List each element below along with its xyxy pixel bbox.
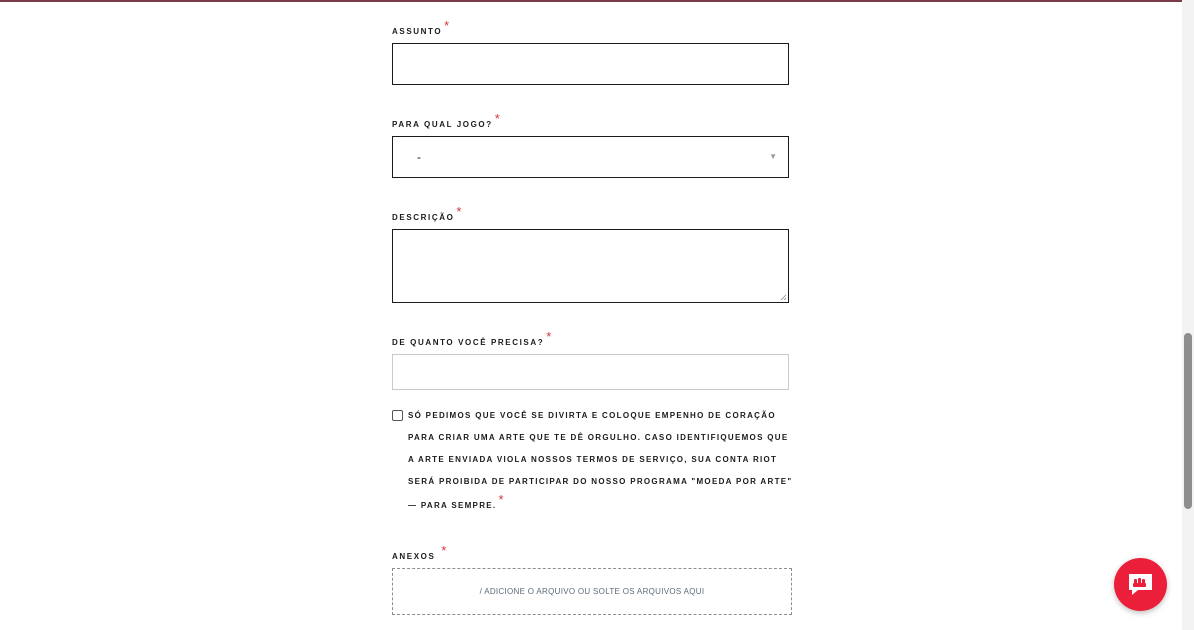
- page-scrollbar[interactable]: [1182, 0, 1194, 630]
- consent-line-last: — PARA SEMPRE. *: [408, 492, 504, 510]
- top-border: [0, 0, 1194, 2]
- game-label: PARA QUAL JOGO? *: [392, 111, 500, 129]
- consent-text: [408, 405, 798, 517]
- required-marker: *: [498, 492, 504, 507]
- consent-line: A ARTE ENVIADA VIOLA NOSSOS TERMOS DE SERVIÇO, SUA CONTA RIOT: [408, 455, 778, 464]
- description-label: DESCRIÇÃO *: [392, 204, 462, 222]
- description-textarea[interactable]: [392, 229, 789, 303]
- chat-support-icon: [1127, 571, 1154, 598]
- consent-line: SÓ PEDIMOS QUE VOCÊ SE DIVIRTA E COLOQUE EMPENHO DE CORAÇÃO: [408, 411, 776, 420]
- required-marker: *: [494, 111, 500, 126]
- required-marker: *: [444, 18, 450, 33]
- game-select-value: -: [417, 150, 421, 164]
- chevron-down-icon: ▼: [769, 152, 777, 161]
- amount-input[interactable]: [392, 354, 789, 390]
- file-dropzone[interactable]: / ADICIONE O ARQUIVO OU SOLTE OS ARQUIVOS AQUI: [392, 568, 792, 615]
- consent-line: PARA CRIAR UMA ARTE QUE TE DÊ ORGULHO. CASO IDENTIFIQUEMOS QUE: [408, 433, 789, 442]
- scrollbar-thumb[interactable]: [1184, 333, 1192, 509]
- subject-label: ASSUNTO *: [392, 18, 450, 36]
- subject-input[interactable]: [392, 43, 789, 85]
- required-marker: *: [456, 204, 462, 219]
- consent-line: SERÁ PROIBIDA DE PARTICIPAR DO NOSSO PROGRAMA "MOEDA POR ARTE": [408, 477, 793, 486]
- consent-checkbox[interactable]: [392, 410, 403, 421]
- required-marker: *: [546, 329, 552, 344]
- game-select[interactable]: [392, 136, 789, 178]
- amount-label: DE QUANTO VOCÊ PRECISA? *: [392, 329, 552, 347]
- resize-grip-icon[interactable]: [780, 294, 787, 301]
- chat-support-button[interactable]: [1114, 558, 1167, 611]
- required-marker: *: [441, 543, 447, 558]
- attachments-label: ANEXOS *: [392, 543, 447, 561]
